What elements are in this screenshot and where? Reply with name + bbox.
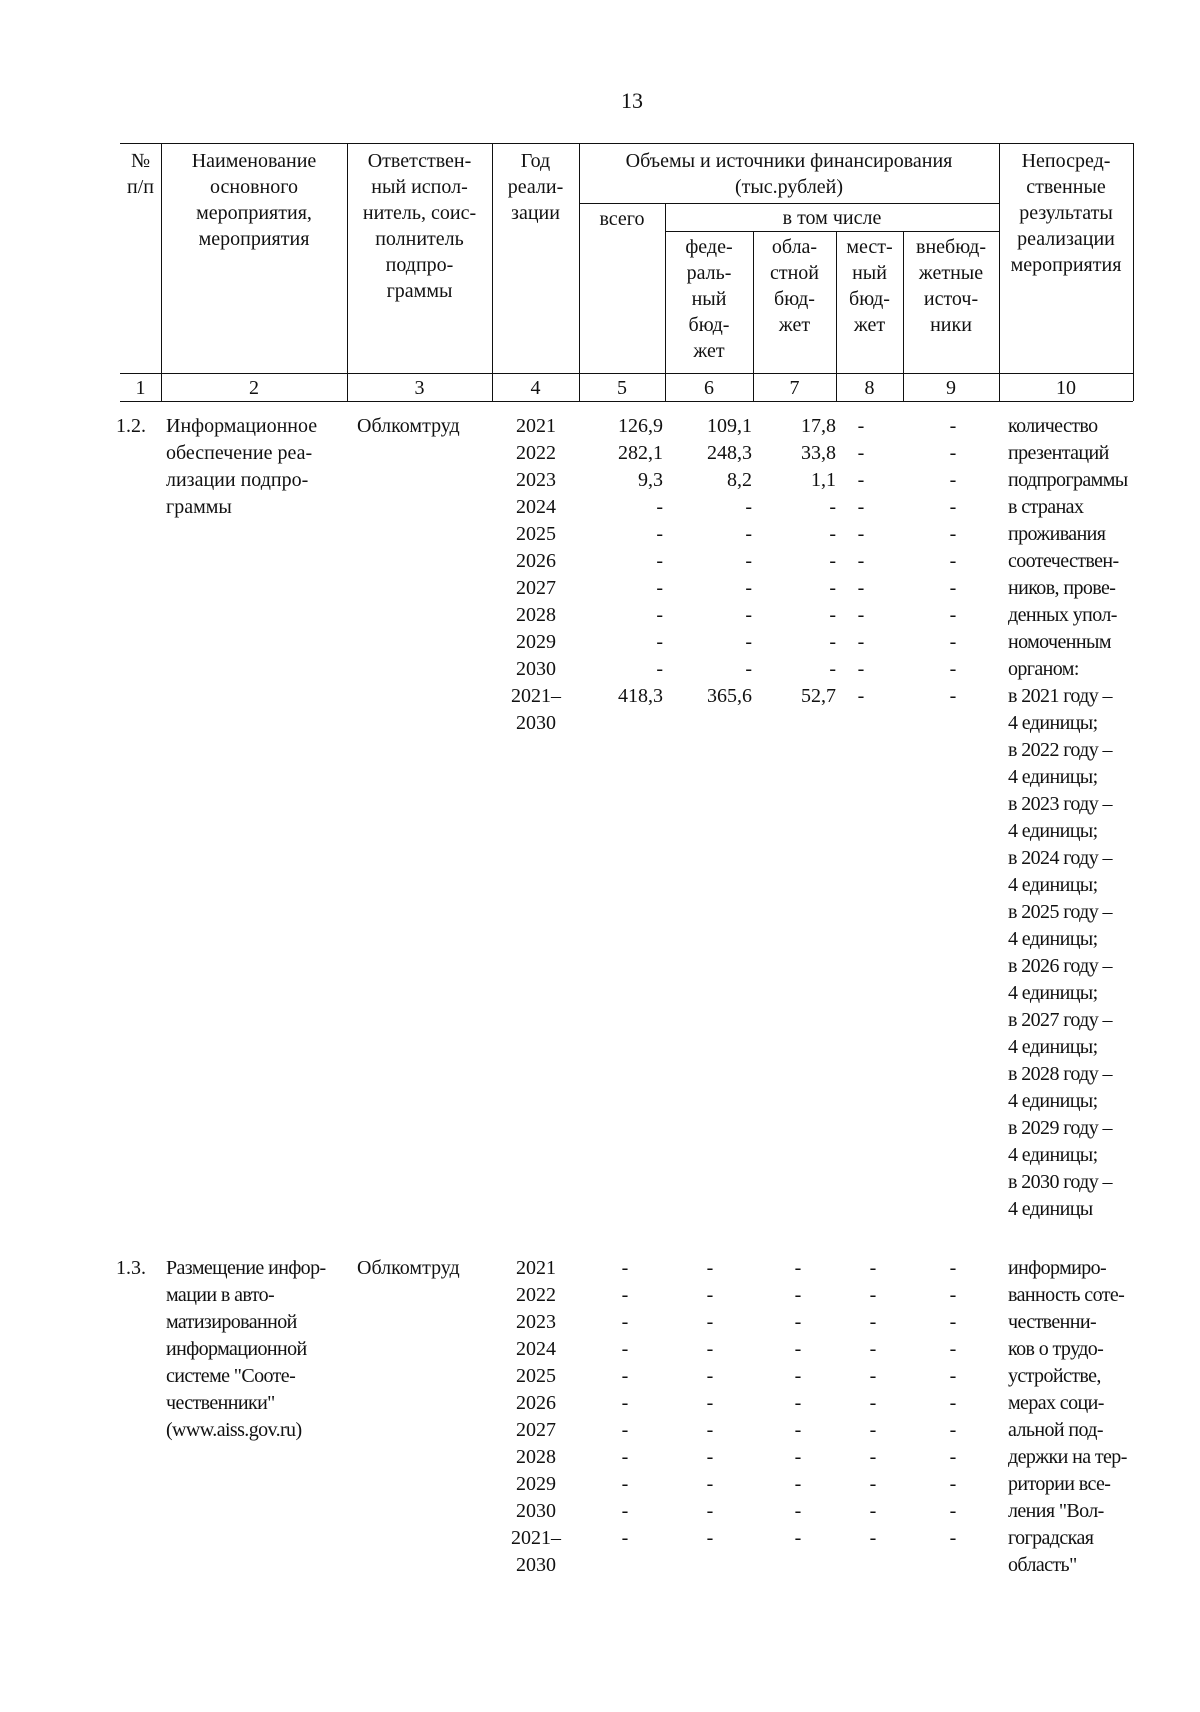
row-years: 2021 2022 2023 2024 2025 2026 2027 2028 2029 2030 2021– 2030 xyxy=(511,1257,561,1576)
header-results: Непосред- ственные результаты реализации мероприятия xyxy=(1010,150,1122,276)
header-offbudget: внебюд- жетные источ- ники xyxy=(916,236,986,336)
row-executor: Облкомтруд xyxy=(357,1257,460,1279)
row-executor: Облкомтруд xyxy=(357,415,460,437)
column-number-7: 7 xyxy=(789,377,800,399)
header-regional: обла- стной бюд- жет xyxy=(769,236,820,336)
row-total: - - - - - - - - - - - xyxy=(621,1257,629,1549)
header-name: Наименование основного мероприятия, мероприятия xyxy=(191,150,317,250)
row-number: 1.2. xyxy=(116,415,146,437)
column-number-3: 3 xyxy=(414,377,425,399)
page-number: 13 xyxy=(621,88,643,113)
header-including: в том числе xyxy=(782,207,882,229)
column-number-5: 5 xyxy=(617,377,627,399)
table-top-border xyxy=(120,143,1133,144)
row-local: - - - - - - - - - - - xyxy=(869,1257,877,1549)
column-number-1: 1 xyxy=(135,377,146,399)
row-years: 2021 2022 2023 2024 2025 2026 2027 2028 2029 2030 2021– 2030 xyxy=(511,415,561,734)
row-federal: - - - - - - - - - - - xyxy=(706,1257,714,1549)
header-local: мест- ный бюд- жет xyxy=(846,236,893,336)
row-name: Размещение инфор- мации в авто- матизированной информационной системе "Сооте- чественники" (www.aiss.gov.ru) xyxy=(166,1257,326,1441)
row-total: 126,9 282,1 9,3 - - - - - - - 418,3 xyxy=(618,415,663,707)
row-number: 1.3. xyxy=(116,1257,146,1279)
column-number-6: 6 xyxy=(704,377,714,399)
header-year: Год реали- зации xyxy=(507,150,564,224)
header-funding: Объемы и источники финансирования (тыс.рублей) xyxy=(625,150,953,198)
column-number-10: 10 xyxy=(1056,377,1076,399)
row-result: информиро- ванность соте- чественни- ков о трудо- устройстве, мерах соци- альной под- держки на тер- ритории все- ления "Вол- гоградская область" xyxy=(1008,1257,1127,1576)
header-total: всего xyxy=(599,208,645,230)
row-regional: 17,8 33,8 1,1 - - - - - - - 52,7 xyxy=(801,415,836,707)
column-number-4: 4 xyxy=(530,377,541,399)
row-regional: - - - - - - - - - - - xyxy=(794,1257,802,1549)
row-offbudget: - - - - - - - - - - - xyxy=(949,415,957,707)
header-federal: феде- раль- ный бюд- жет xyxy=(685,236,733,362)
funding-subheader-border xyxy=(579,203,999,204)
incl-subheader-border xyxy=(665,231,999,232)
column-number-2: 2 xyxy=(249,377,259,399)
column-number-8: 8 xyxy=(864,377,875,399)
row-federal: 109,1 248,3 8,2 - - - - - - - 365,6 xyxy=(707,415,752,707)
row-name: Информационное обеспечение реа- лизации подпро- граммы xyxy=(166,415,318,518)
row-offbudget: - - - - - - - - - - - xyxy=(949,1257,957,1549)
row-result: количество презентаций подпрограммы в странах проживания соотечествен- ников, прове- денных упол- номоченным органом: в 2021 году – 4 единицы; в 2022 году – 4 единицы; в 2023 году – 4 единицы; в 2024 году – 4 единицы; в 2025 году – 4 единицы; в 2026 году – 4 единицы; в 2027 году – 4 единицы; в 2028 году – 4 единицы; в 2029 году – 4 единицы; в 2030 году – 4 единицы xyxy=(1008,415,1128,1220)
column-number-9: 9 xyxy=(946,377,956,399)
numbers-row-bottom-border xyxy=(120,401,1133,402)
row-local: - - - - - - - - - - - xyxy=(857,415,865,707)
header-number: № п/п xyxy=(127,150,154,198)
header-bottom-border xyxy=(120,373,1133,374)
col-divider-10 xyxy=(1133,143,1134,401)
header-executor: Ответствен- ный испол- нитель, соис- полнитель подпро- граммы xyxy=(362,150,477,302)
